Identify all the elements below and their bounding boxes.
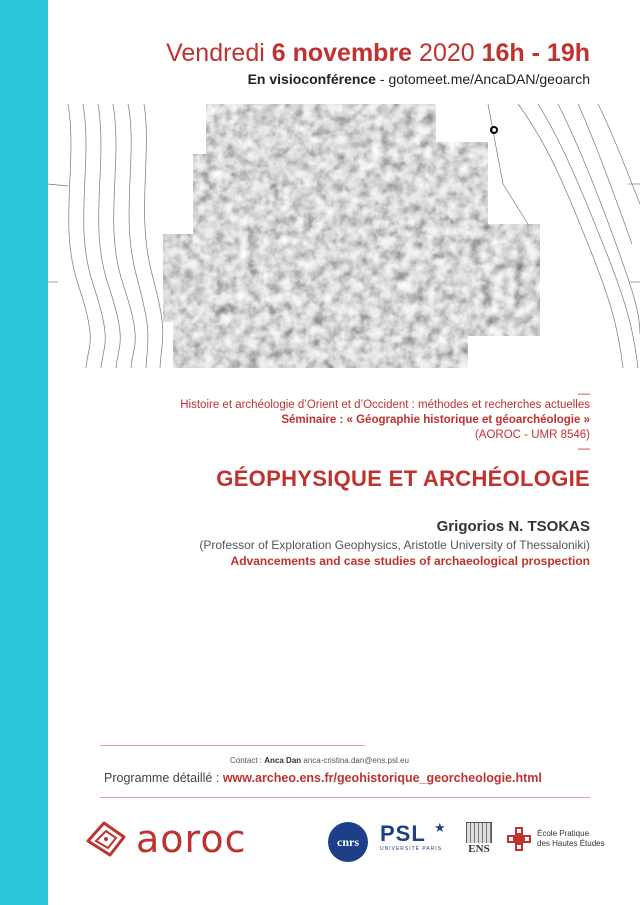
star-icon: ★	[434, 820, 446, 835]
ephe-logo: École Pratique des Hautes Études	[506, 826, 605, 852]
talk-title: Advancements and case studies of archaeological prospection	[230, 554, 590, 568]
main-title: GÉOPHYSIQUE ET ARCHÉOLOGIE	[216, 466, 590, 491]
divider-bottom: —	[578, 441, 590, 455]
speaker-affiliation: (Professor of Exploration Geophysics, Aristotle University of Thessaloniki)	[199, 538, 590, 552]
event-date: Vendredi 6 novembre 2020 16h - 19h	[166, 39, 590, 67]
visio-line: En visioconférence - gotomeet.me/AncaDAN/geoarch	[247, 71, 590, 87]
sidebar-band	[0, 0, 48, 905]
divider-line	[100, 745, 365, 746]
speaker-block	[199, 517, 590, 569]
contact-line: Contact : Anca Dan anca-cristina.dan@ens.psl.eu	[230, 756, 409, 765]
seminaire-title: Séminaire : « Géographie historique et géoarchéologie »	[281, 414, 590, 426]
ens-logo: ENS	[462, 822, 496, 855]
contact-email[interactable]: anca-cristina.dan@ens.psl.eu	[301, 756, 409, 765]
visio-link[interactable]: gotomeet.me/AncaDAN/geoarch	[388, 71, 590, 87]
series-title: Histoire et archéologie d’Orient et d’Occident : méthodes et recherches actuelles	[180, 399, 590, 411]
divider-top: —	[578, 386, 590, 400]
divider-line	[100, 797, 590, 798]
aoroc-pen-icon	[84, 819, 130, 859]
ephe-cross-icon	[506, 826, 532, 852]
geophysical-map-image	[48, 104, 640, 368]
research-unit: (AOROC - UMR 8546)	[474, 429, 590, 441]
event-header	[166, 38, 590, 88]
seminar-series	[180, 388, 590, 453]
programme-link[interactable]: www.archeo.ens.fr/geohistorique_georcheologie.html	[222, 771, 542, 785]
building-icon	[466, 822, 492, 843]
psl-logo: PSL UNIVERSITÉ PARIS ★	[380, 820, 446, 852]
programme-line: Programme détaillé : www.archeo.ens.fr/geohistorique_georcheologie.html	[104, 771, 542, 785]
speaker-name: Grigorios N. TSOKAS	[436, 518, 590, 535]
cnrs-logo: cnrs	[328, 822, 368, 862]
aoroc-logo: aoroc	[84, 818, 246, 860]
